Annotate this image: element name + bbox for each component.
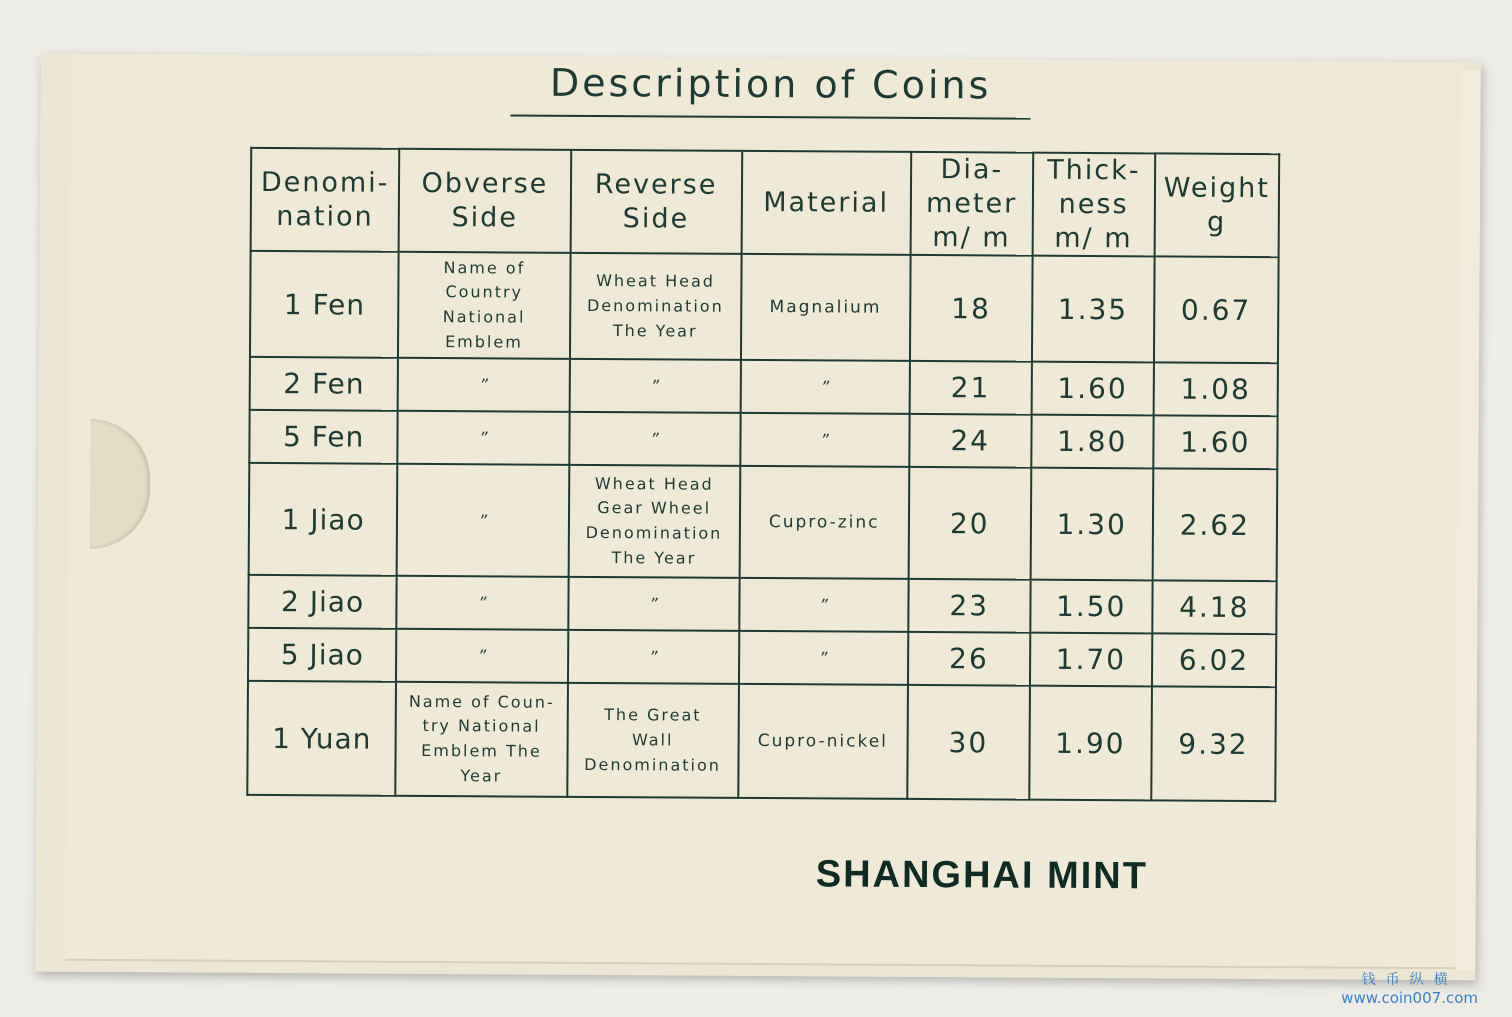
thickness-cell: 1.35 <box>1032 256 1155 363</box>
thickness-cell: 1.50 <box>1030 580 1152 634</box>
material-cell: Magnalium <box>741 254 911 361</box>
ditto-mark: ” <box>568 577 740 631</box>
thumb-notch <box>90 419 151 549</box>
weight-cell: 1.08 <box>1153 363 1278 417</box>
watermark-chinese: 钱币纵横 <box>1361 972 1458 988</box>
reverse-cell: Wheat Head Gear Wheel Denomination The Year <box>568 465 740 578</box>
material-cell: Cupro-nickel <box>738 684 908 799</box>
table-row <box>250 251 1279 363</box>
table-row <box>248 575 1276 634</box>
thickness-cell: 1.90 <box>1029 686 1152 801</box>
diameter-cell: 20 <box>908 467 1031 580</box>
denomination-cell: 2 Jiao <box>248 575 397 629</box>
reverse-cell: The Great Wall Denomination <box>567 683 739 798</box>
ditto-mark: ” <box>740 360 909 414</box>
reverse-cell: Wheat Head Denomination The Year <box>569 253 741 360</box>
header-reverse: Reverse Side <box>570 150 742 254</box>
title-underline <box>510 114 1030 119</box>
card-title: Description of Coins <box>549 60 992 108</box>
table-row <box>249 410 1277 469</box>
diameter-cell: 21 <box>909 361 1031 415</box>
ditto-mark: ” <box>569 359 741 413</box>
denomination-cell: 5 Fen <box>249 410 398 464</box>
header-thickness: Thick- ness m/ m <box>1032 153 1155 257</box>
header-material: Material <box>741 151 911 255</box>
denomination-cell: 2 Fen <box>250 357 399 411</box>
header-diameter: Dia- meter m/ m <box>910 152 1033 256</box>
ditto-mark: ” <box>396 629 568 683</box>
header-weight: Weight g <box>1154 153 1279 257</box>
weight-cell: 1.60 <box>1153 416 1278 470</box>
denomination-cell: 1 Yuan <box>247 681 396 796</box>
ditto-mark: ” <box>397 576 569 630</box>
ditto-mark: ” <box>739 631 908 685</box>
material-cell: Cupro-zinc <box>739 466 909 579</box>
table-row <box>247 681 1276 801</box>
ditto-mark: ” <box>398 411 570 465</box>
coin-table <box>246 147 1280 803</box>
ditto-mark: ” <box>397 464 569 577</box>
weight-cell: 0.67 <box>1154 257 1279 364</box>
table-row <box>248 628 1276 687</box>
ditto-mark: ” <box>740 413 909 467</box>
thickness-cell: 1.70 <box>1030 633 1152 687</box>
thickness-cell: 1.60 <box>1031 362 1153 416</box>
diameter-cell: 30 <box>907 685 1030 800</box>
weight-cell: 6.02 <box>1152 634 1277 688</box>
weight-cell: 9.32 <box>1151 687 1276 802</box>
thickness-cell: 1.30 <box>1030 468 1153 581</box>
weight-cell: 2.62 <box>1152 469 1277 582</box>
coin-set-folder <box>35 54 1481 981</box>
watermark-url: www.coin007.com <box>1341 989 1478 1007</box>
ditto-mark: ” <box>739 578 908 632</box>
table-row <box>249 463 1278 581</box>
ditto-mark: ” <box>398 358 570 412</box>
diameter-cell: 18 <box>910 255 1033 362</box>
diameter-cell: 26 <box>908 632 1030 686</box>
thickness-cell: 1.80 <box>1031 415 1153 469</box>
header-denomination: Denomi- nation <box>251 148 400 252</box>
weight-cell: 4.18 <box>1152 581 1277 635</box>
diameter-cell: 23 <box>908 579 1030 633</box>
obverse-cell: Name of Coun- try National Emblem The Year <box>396 682 568 797</box>
description-card <box>65 54 1461 969</box>
ditto-mark: ” <box>567 630 739 684</box>
header-obverse: Obverse Side <box>399 149 571 253</box>
table-row <box>250 357 1278 416</box>
obverse-cell: Name of Country National Emblem <box>398 252 570 359</box>
denomination-cell: 1 Jiao <box>249 463 398 576</box>
denomination-cell: 1 Fen <box>250 251 399 358</box>
denomination-cell: 5 Jiao <box>248 628 397 682</box>
table-header-row <box>251 148 1280 258</box>
mint-name: SHANGHAI MINT <box>815 853 1149 898</box>
diameter-cell: 24 <box>909 414 1031 468</box>
watermark <box>1341 969 1478 1007</box>
ditto-mark: ” <box>569 412 741 466</box>
